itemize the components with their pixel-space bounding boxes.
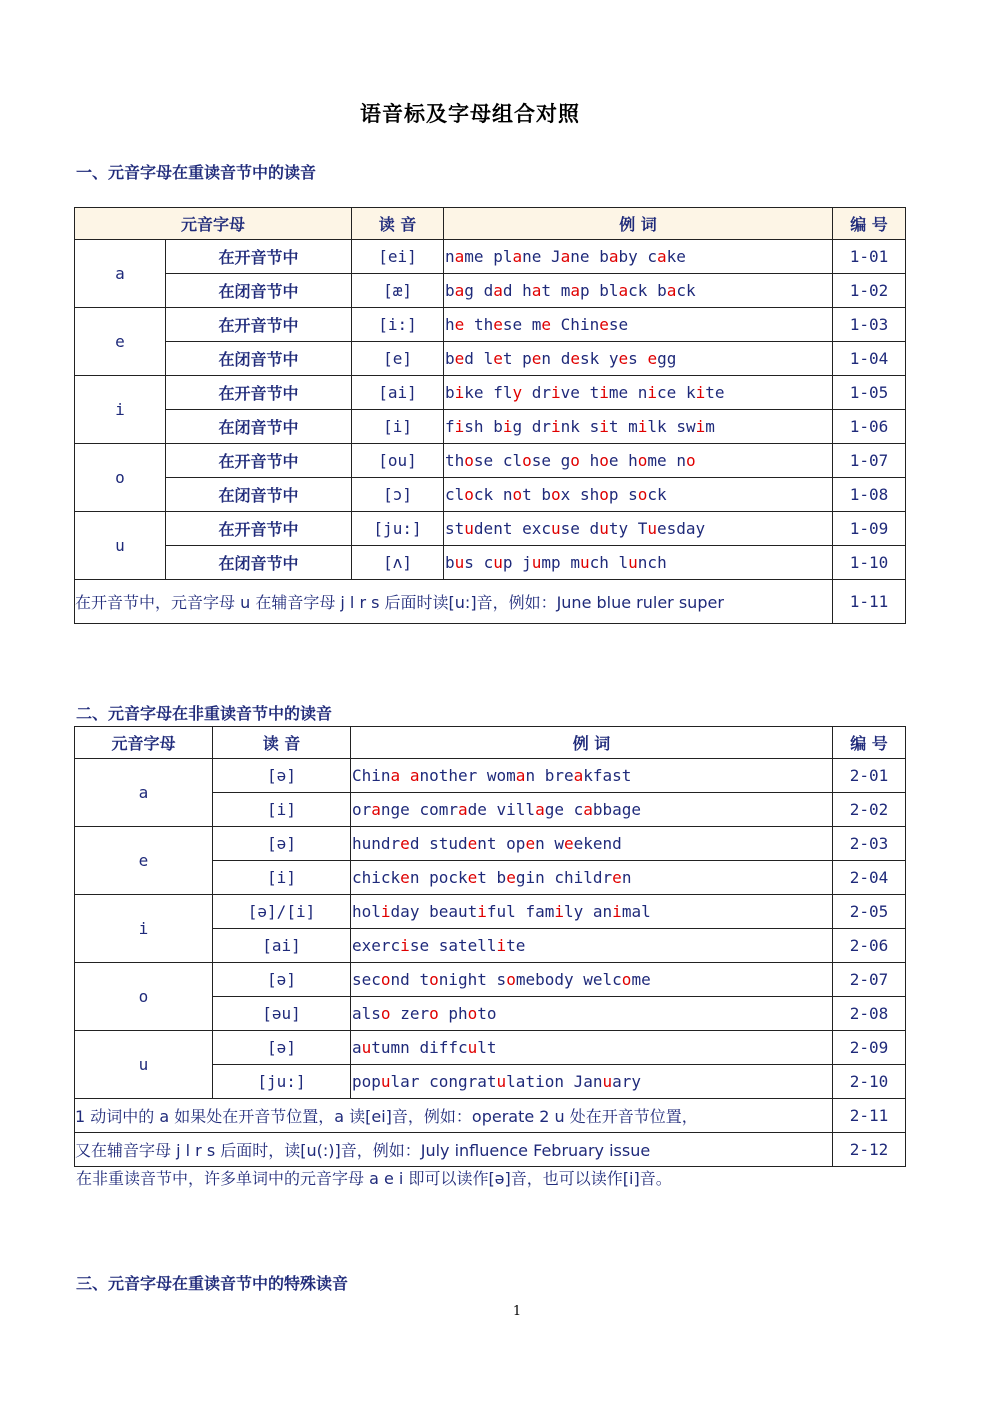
ipa-cell: [ə]	[213, 963, 351, 997]
condition-cell: 在闭音节中	[166, 410, 352, 444]
table-row	[75, 827, 906, 861]
entry-number: 2-05	[833, 895, 906, 929]
vowel-cell: i	[75, 895, 213, 963]
entry-number: 1-02	[833, 274, 906, 308]
table-row	[75, 512, 906, 546]
table-row	[75, 342, 906, 376]
entry-number: 2-01	[833, 759, 906, 793]
condition-cell: 在闭音节中	[166, 342, 352, 376]
condition-cell: 在开音节中	[166, 308, 352, 342]
table-note-row	[75, 1133, 906, 1167]
ipa-cell: [əu]	[213, 997, 351, 1031]
ipa-cell: [ə]	[213, 759, 351, 793]
ipa-cell: [i]	[213, 861, 351, 895]
ipa-cell: [ə]	[213, 1031, 351, 1065]
entry-number: 2-09	[833, 1031, 906, 1065]
footer-note: 在非重读音节中，许多单词中的元音字母 a e i 即可以读作[ə]音，也可以读作[i]音。	[76, 1169, 672, 1188]
entry-number: 2-08	[833, 997, 906, 1031]
vowel-cell: e	[75, 827, 213, 895]
entry-number: 1-03	[833, 308, 906, 342]
header-pronunciation: 读 音	[213, 727, 351, 759]
table-header-row	[75, 208, 906, 240]
table-header-row	[75, 727, 906, 759]
example-words: hundred student open weekend	[351, 827, 833, 861]
example-words: clock not box shop sock	[444, 478, 833, 512]
table-row	[75, 240, 906, 274]
condition-cell: 在开音节中	[166, 444, 352, 478]
ipa-cell: [ei]	[352, 240, 444, 274]
entry-number: 1-08	[833, 478, 906, 512]
ipa-cell: [i:]	[352, 308, 444, 342]
example-words: bag dad hat map black back	[444, 274, 833, 308]
vowel-cell: a	[75, 759, 213, 827]
condition-cell: 在开音节中	[166, 376, 352, 410]
example-words: name plane Jane baby cake	[444, 240, 833, 274]
ipa-cell: [ai]	[352, 376, 444, 410]
entry-number: 1-10	[833, 546, 906, 580]
condition-cell: 在开音节中	[166, 240, 352, 274]
vowel-cell: o	[75, 444, 166, 512]
page-title: 语音标及字母组合对照	[360, 102, 580, 126]
condition-cell: 在开音节中	[166, 512, 352, 546]
table-row	[75, 410, 906, 444]
table-row	[75, 1031, 906, 1065]
vowel-cell: e	[75, 308, 166, 376]
entry-number: 1-07	[833, 444, 906, 478]
ipa-cell: [ə]	[213, 827, 351, 861]
entry-number: 2-12	[833, 1133, 906, 1167]
ipa-cell: [ju:]	[352, 512, 444, 546]
section2-heading: 二、元音字母在非重读音节中的读音	[76, 704, 333, 723]
ipa-cell: [i]	[213, 793, 351, 827]
header-vowel: 元音字母	[75, 727, 213, 759]
example-words: second tonight somebody welcome	[351, 963, 833, 997]
example-words: bed let pen desk yes egg	[444, 342, 833, 376]
stressed-vowel-table	[74, 207, 906, 624]
ipa-cell: [æ]	[352, 274, 444, 308]
ipa-cell: [ou]	[352, 444, 444, 478]
condition-cell: 在闭音节中	[166, 274, 352, 308]
ipa-cell: [ɔ]	[352, 478, 444, 512]
entry-number: 1-11	[833, 580, 906, 624]
entry-number: 1-01	[833, 240, 906, 274]
table-row	[75, 546, 906, 580]
header-vowel: 元音字母	[75, 208, 352, 240]
table-row	[75, 759, 906, 793]
entry-number: 2-10	[833, 1065, 906, 1099]
table-row	[75, 274, 906, 308]
example-words: exercise satellite	[351, 929, 833, 963]
header-number: 编 号	[833, 208, 906, 240]
header-pronunciation: 读 音	[352, 208, 444, 240]
example-words: student excuse duty Tuesday	[444, 512, 833, 546]
section1-heading: 一、元音字母在重读音节中的读音	[76, 163, 317, 182]
example-words: autumn diffcult	[351, 1031, 833, 1065]
vowel-cell: u	[75, 1031, 213, 1099]
ipa-cell: [i]	[352, 410, 444, 444]
table-row	[75, 963, 906, 997]
entry-number: 1-09	[833, 512, 906, 546]
condition-cell: 在闭音节中	[166, 478, 352, 512]
table-row	[75, 308, 906, 342]
ipa-cell: [e]	[352, 342, 444, 376]
example-words: fish big drink sit milk swim	[444, 410, 833, 444]
entry-number: 2-04	[833, 861, 906, 895]
vowel-cell: i	[75, 376, 166, 444]
example-words: also zero photo	[351, 997, 833, 1031]
unstressed-vowel-table	[74, 726, 906, 1167]
header-number: 编 号	[833, 727, 906, 759]
example-words: China another woman breakfast	[351, 759, 833, 793]
vowel-cell: u	[75, 512, 166, 580]
condition-cell: 在闭音节中	[166, 546, 352, 580]
example-words: those close go hoe home no	[444, 444, 833, 478]
table-row	[75, 376, 906, 410]
page-number: 1	[512, 1304, 522, 1319]
ipa-cell: [ə]/[i]	[213, 895, 351, 929]
entry-number: 2-06	[833, 929, 906, 963]
table-row	[75, 895, 906, 929]
example-words: he these me Chinese	[444, 308, 833, 342]
table-row	[75, 478, 906, 512]
vowel-cell: o	[75, 963, 213, 1031]
ipa-cell: [ai]	[213, 929, 351, 963]
note-cell: 又在辅音字母 j l r s 后面时，读[u(:)]音，例如：July influence February issue	[75, 1133, 833, 1167]
note-cell: 在开音节中，元音字母 u 在辅音字母 j l r s 后面时读[u:]音，例如：June blue ruler super	[75, 580, 833, 624]
header-examples: 例 词	[351, 727, 833, 759]
vowel-cell: a	[75, 240, 166, 308]
example-words: chicken pocket begin children	[351, 861, 833, 895]
entry-number: 2-07	[833, 963, 906, 997]
table-row	[75, 444, 906, 478]
example-words: popular congratulation January	[351, 1065, 833, 1099]
example-words: bus cup jump much lunch	[444, 546, 833, 580]
section3-heading: 三、元音字母在重读音节中的特殊读音	[76, 1274, 349, 1293]
example-words: holiday beautiful family animal	[351, 895, 833, 929]
table-note-row	[75, 580, 906, 624]
entry-number: 2-11	[833, 1099, 906, 1133]
entry-number: 2-02	[833, 793, 906, 827]
ipa-cell: [ju:]	[213, 1065, 351, 1099]
entry-number: 1-06	[833, 410, 906, 444]
table-note-row	[75, 1099, 906, 1133]
example-words: bike fly drive time nice kite	[444, 376, 833, 410]
example-words: orange comrade village cabbage	[351, 793, 833, 827]
header-examples: 例 词	[444, 208, 833, 240]
note-cell: 1 动词中的 a 如果处在开音节位置，a 读[ei]音，例如：operate 2 u 处在开音节位置，	[75, 1099, 833, 1133]
entry-number: 1-05	[833, 376, 906, 410]
entry-number: 2-03	[833, 827, 906, 861]
ipa-cell: [ʌ]	[352, 546, 444, 580]
entry-number: 1-04	[833, 342, 906, 376]
